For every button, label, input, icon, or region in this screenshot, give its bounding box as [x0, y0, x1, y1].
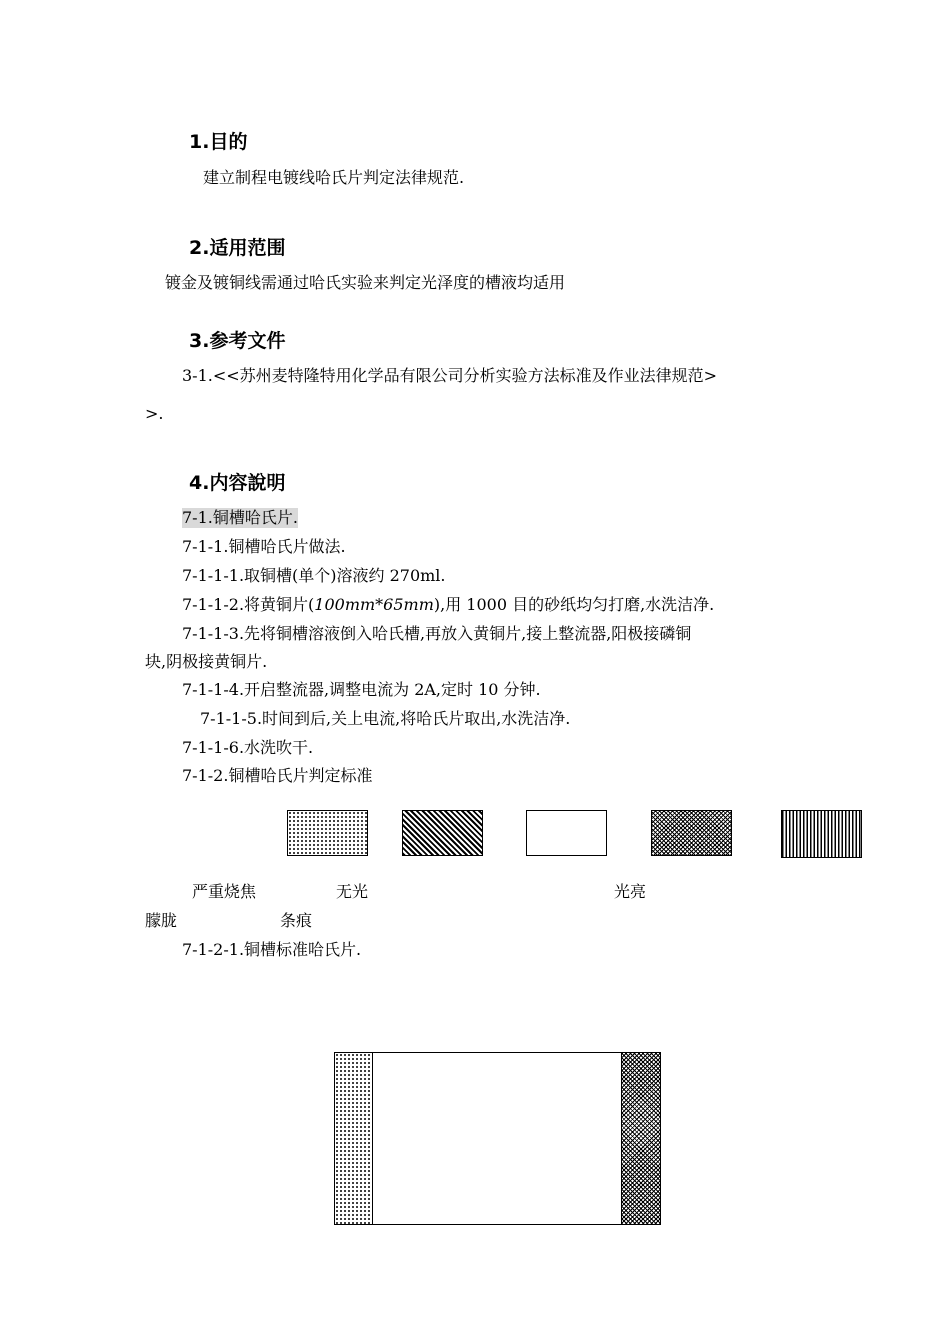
- hazy-swatch: [651, 810, 732, 856]
- item-7-1-2: 7-1-2.铜槽哈氏片判定标准: [182, 766, 373, 785]
- section-3-title: 3.参考文件: [189, 330, 286, 352]
- section-2-body: 镀金及镀铜线需通过哈氏实验来判定光泽度的槽液均适用: [165, 273, 566, 292]
- streaks-swatch: [781, 810, 862, 858]
- panel-severe-burn-zone: [335, 1053, 373, 1224]
- item-7-1-1-5: 7-1-1-5.时间到后,关上电流,将哈氏片取出,水洗洁净.: [200, 709, 571, 728]
- section-2-title: 2.适用范围: [189, 237, 286, 259]
- panel-hazy-zone: [621, 1053, 660, 1224]
- severe-burn-swatch: [287, 810, 368, 856]
- legend-dull: 无光: [336, 882, 369, 901]
- section-1-body: 建立制程电镀线哈氏片判定法律规范.: [203, 168, 465, 187]
- item-7-1-1-2-dimensions: 100mm*65mm: [314, 595, 434, 614]
- section-3-ref-line1: 3-1.<<苏州麦特隆特用化学品有限公司分析实验方法标准及作业法律规范>: [182, 366, 718, 385]
- legend-bright: 光亮: [614, 882, 647, 901]
- item-7-1-1-2-pre: 7-1-1-2.将黄铜片(: [182, 595, 315, 614]
- item-7-1-1-6: 7-1-1-6.水洗吹干.: [182, 738, 314, 757]
- section-3-ref-line2: >.: [145, 404, 164, 423]
- item-7-1: 7-1.铜槽哈氏片.: [182, 508, 298, 527]
- standard-hull-cell-panel: [334, 1052, 661, 1225]
- legend-streaks: 条痕: [280, 911, 313, 930]
- section-4-title: 4.内容說明: [189, 472, 286, 494]
- section-1-title: 1.目的: [189, 131, 248, 153]
- item-7-1-1-1: 7-1-1-1.取铜槽(单个)溶液约 270ml.: [182, 566, 446, 585]
- legend-severe-burn: 严重烧焦: [192, 882, 257, 901]
- legend-hazy: 朦胧: [145, 911, 178, 930]
- bright-swatch: [526, 810, 607, 856]
- item-7-1-1-4: 7-1-1-4.开启整流器,调整电流为 2A,定时 10 分钟.: [182, 680, 541, 699]
- item-7-1-1: 7-1-1.铜槽哈氏片做法.: [182, 537, 346, 556]
- item-7-1-1-3-line1: 7-1-1-3.先将铜槽溶液倒入哈氏槽,再放入黄铜片,接上整流器,阳极接磷铜: [182, 624, 692, 643]
- item-7-1-1-3-line2: 块,阴极接黄铜片.: [145, 652, 268, 671]
- item-7-1-2-1: 7-1-2-1.铜槽标准哈氏片.: [182, 940, 362, 959]
- item-7-1-1-2-post: ),用 1000 目的砂纸均匀打磨,水洗洁净.: [433, 595, 715, 614]
- item-7-1-1-2: [182, 595, 714, 615]
- dull-swatch: [402, 810, 483, 856]
